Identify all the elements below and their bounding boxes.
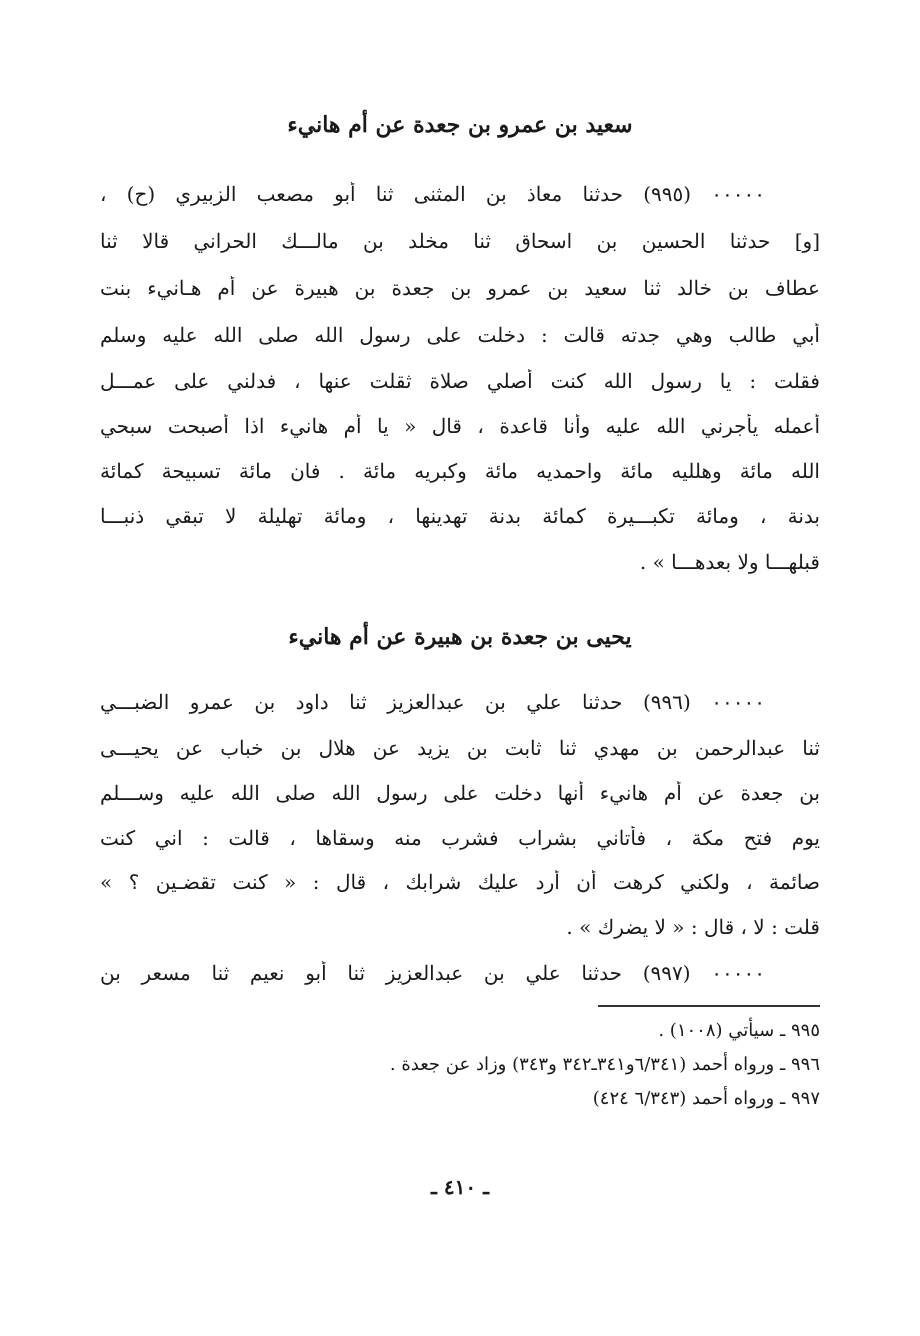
text-line: قلت : لا ، قال : « لا يضرك » .: [566, 915, 820, 939]
section-heading-2: يحيى بن جعدة بن هبيرة عن أم هانيء: [288, 624, 632, 650]
text-line: بن جعدة عن أم هانيء أنها دخلت على رسول الله صلى الله عليه وســـلم: [100, 781, 820, 805]
text-line: يوم فتح مكة ، فأتاني بشراب فشرب منه وسقاها ، قالت : اني كنت: [100, 826, 820, 850]
text-line: عطاف بن خالد ثنا سعيد بن عمرو بن جعدة بن هبيرة عن أم هـانيء بنت: [100, 276, 820, 300]
footnote: ٩٩٧ ـ ورواه أحمد (٦/٣٤٣ ٤٢٤): [592, 1088, 820, 1109]
footnote: ٩٩٥ ـ سيأتي (١٠٠٨) .: [658, 1020, 820, 1041]
text-line: ثنا عبدالرحمن بن مهدي ثنا ثابت بن يزيد عن هلال بن خباب عن يحيـــى: [100, 736, 820, 760]
footnote: ٩٩٦ ـ ورواه أحمد (٦/٣٤١و٣٤١ـ٣٤٢ و٣٤٣) وزاد عن جعدة .: [389, 1054, 820, 1075]
text-line: ٠٠٠٠٠ (٩٩٧) حدثنا علي بن عبدالعزيز ثنا أبو نعيم ثنا مسعر بن: [100, 961, 765, 985]
text-line: الله مائة وهلليه مائة واحمديه مائة وكبريه مائة . فان مائة تسبيحة كمائة: [100, 459, 820, 483]
text-line: قبلهـــا ولا بعدهـــا » .: [639, 550, 820, 574]
text-line: ٠٠٠٠٠ (٩٩٥) حدثنا معاذ بن المثنى ثنا أبو مصعب الزبيري (ح) ،: [100, 182, 765, 206]
text-line: أعمله يأجرني الله عليه وأنا قاعدة ، قال « يا أم هانيء اذا أصبحت سبحي: [100, 414, 820, 438]
text-line: بدنة ، ومائة تكبـــيرة كمائة بدنة تهدينها ، ومائة تهليلة لا تبقي ذنبـــا: [100, 504, 820, 528]
text-line: صائمة ، ولكني كرهت أن أرد عليك شرابك ، قال : « كنت تقضـين ؟ »: [100, 870, 820, 894]
section-heading-1: سعيد بن عمرو بن جعدة عن أم هانيء: [287, 112, 633, 138]
text-line: أبي طالب وهي جدته قالت : دخلت على رسول الله صلى الله عليه وسلم: [100, 323, 820, 347]
footnote-divider: [598, 1005, 820, 1007]
text-line: فقلت : يا رسول الله كنت أصلي صلاة ثقلت عنها ، فدلني على عمـــل: [100, 369, 820, 393]
text-line: [و] حدثنا الحسين بن اسحاق ثنا مخلد بن مالـــك الحراني قالا ثنا: [100, 229, 820, 253]
text-line: ٠٠٠٠٠ (٩٩٦) حدثنا علي بن عبدالعزيز ثنا داود بن عمرو الضبـــي: [100, 690, 765, 714]
page-number: ـ ٤١٠ ـ: [431, 1175, 489, 1199]
